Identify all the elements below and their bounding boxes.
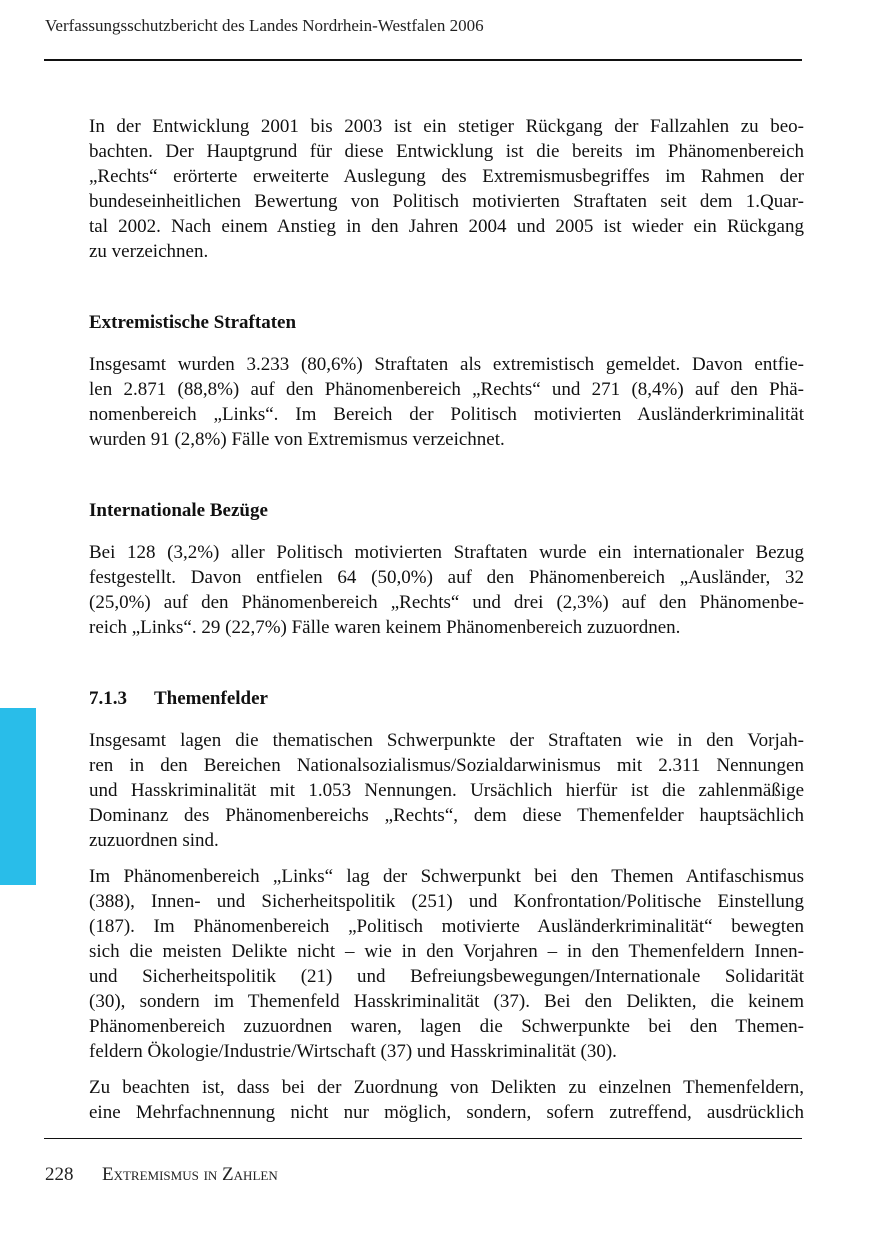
text-line: (187). Im Phänomenbereich „Politisch motivierte Ausländerkriminalität“ bewegten	[89, 916, 804, 937]
text-line: zuzuordnen sind.	[89, 830, 219, 851]
text-line: nomenbereich „Links“. Im Bereich der Politisch motivierten Ausländerkriminalität	[89, 404, 804, 425]
text-line: (30), sondern im Themenfeld Hasskriminalität (37). Bei den Delikten, die keinem	[89, 991, 804, 1012]
text-line: und Sicherheitspolitik (21) und Befreiungsbewegungen/Internationale Solidarität	[89, 966, 804, 987]
text-line: sich die meisten Delikte nicht – wie in den Vorjahren – in den Themenfeldern Innen-	[89, 941, 804, 962]
text-line: zu verzeichnen.	[89, 241, 209, 262]
text-line: feldern Ökologie/Industrie/Wirtschaft (37) und Hasskriminalität (30).	[89, 1041, 617, 1062]
page-number: 228	[45, 1164, 74, 1185]
section-heading-themenfelder	[89, 686, 804, 711]
text-line: (25,0%) auf den Phänomenbereich „Rechts“ und drei (2,3%) auf den Phänomenbe-	[89, 592, 804, 613]
text-line: tal 2002. Nach einem Anstieg in den Jahren 2004 und 2005 ist wieder ein Rückgang	[89, 216, 804, 237]
heading-internationale-bezuege: Internationale Bezüge	[89, 500, 268, 521]
running-header: Verfassungsschutzbericht des Landes Nordrhein-Westfalen 2006	[45, 16, 484, 35]
themenfelder-paragraph-2	[89, 864, 804, 1064]
text-line: Im Phänomenbereich „Links“ lag der Schwerpunkt bei den Themen Antifaschismus	[89, 866, 804, 887]
text-line: len 2.871 (88,8%) auf den Phänomenbereich „Rechts“ und 271 (8,4%) auf den Phä-	[89, 379, 804, 400]
heading-extremistische-straftaten: Extremistische Straftaten	[89, 312, 297, 333]
text-line: Insgesamt lagen die thematischen Schwerpunkte der Straftaten wie in den Vorjah-	[89, 730, 804, 751]
section-title: Themenfelder	[154, 688, 268, 709]
themenfelder-paragraph-3	[89, 1075, 804, 1125]
text-line: „Rechts“ erörterte erweiterte Auslegung des Extremismusbegriffes im Rahmen der	[89, 166, 804, 187]
footer-rule	[44, 1138, 802, 1139]
text-line: Zu beachten ist, dass bei der Zuordnung von Delikten zu einzelnen Themenfeldern,	[89, 1077, 804, 1098]
page-body	[89, 114, 804, 1125]
text-line: bundeseinheitlichen Bewertung von Politisch motivierten Straftaten seit dem 1.Quar-	[89, 191, 804, 212]
text-line: In der Entwicklung 2001 bis 2003 ist ein stetiger Rückgang der Fallzahlen zu beo-	[89, 116, 804, 137]
footer-section-label: Extremismus in Zahlen	[102, 1164, 278, 1185]
text-line: Phänomenbereich zuzuordnen waren, lagen die Schwerpunkte bei den Themen-	[89, 1016, 804, 1037]
page-footer	[45, 1164, 278, 1186]
text-line: festgestellt. Davon entfielen 64 (50,0%) auf den Phänomenbereich „Ausländer, 32	[89, 567, 804, 588]
header-rule	[44, 59, 802, 61]
intro-paragraph	[89, 114, 804, 264]
international-paragraph	[89, 540, 804, 640]
text-line: reich „Links“. 29 (22,7%) Fälle waren keinem Phänomenbereich zuzuordnen.	[89, 617, 681, 638]
text-line: ren in den Bereichen Nationalsozialismus/Sozialdarwinismus mit 2.311 Nennungen	[89, 755, 804, 776]
text-line: (388), Innen- und Sicherheitspolitik (251) und Konfrontation/Politische Einstellung	[89, 891, 804, 912]
text-line: bachten. Der Hauptgrund für diese Entwicklung ist die bereits im Phänomenbereich	[89, 141, 804, 162]
text-line: und Hasskriminalität mit 1.053 Nennungen. Ursächlich hierfür ist die zahlenmäßige	[89, 780, 804, 801]
themenfelder-paragraph-1	[89, 728, 804, 853]
text-line: Dominanz des Phänomenbereichs „Rechts“, dem diese Themenfelder hauptsächlich	[89, 805, 804, 826]
text-line: Insgesamt wurden 3.233 (80,6%) Straftaten als extremistisch gemeldet. Davon entfie-	[89, 354, 804, 375]
extremistische-paragraph	[89, 352, 804, 452]
text-line: wurden 91 (2,8%) Fälle von Extremismus verzeichnet.	[89, 429, 505, 450]
text-line: Bei 128 (3,2%) aller Politisch motivierten Straftaten wurde ein internationaler Bezug	[89, 542, 804, 563]
section-number: 7.1.3	[89, 688, 127, 709]
text-line: eine Mehrfachnennung nicht nur möglich, sondern, sofern zutreffend, ausdrücklich	[89, 1102, 804, 1123]
chapter-tab-marker	[0, 708, 36, 885]
